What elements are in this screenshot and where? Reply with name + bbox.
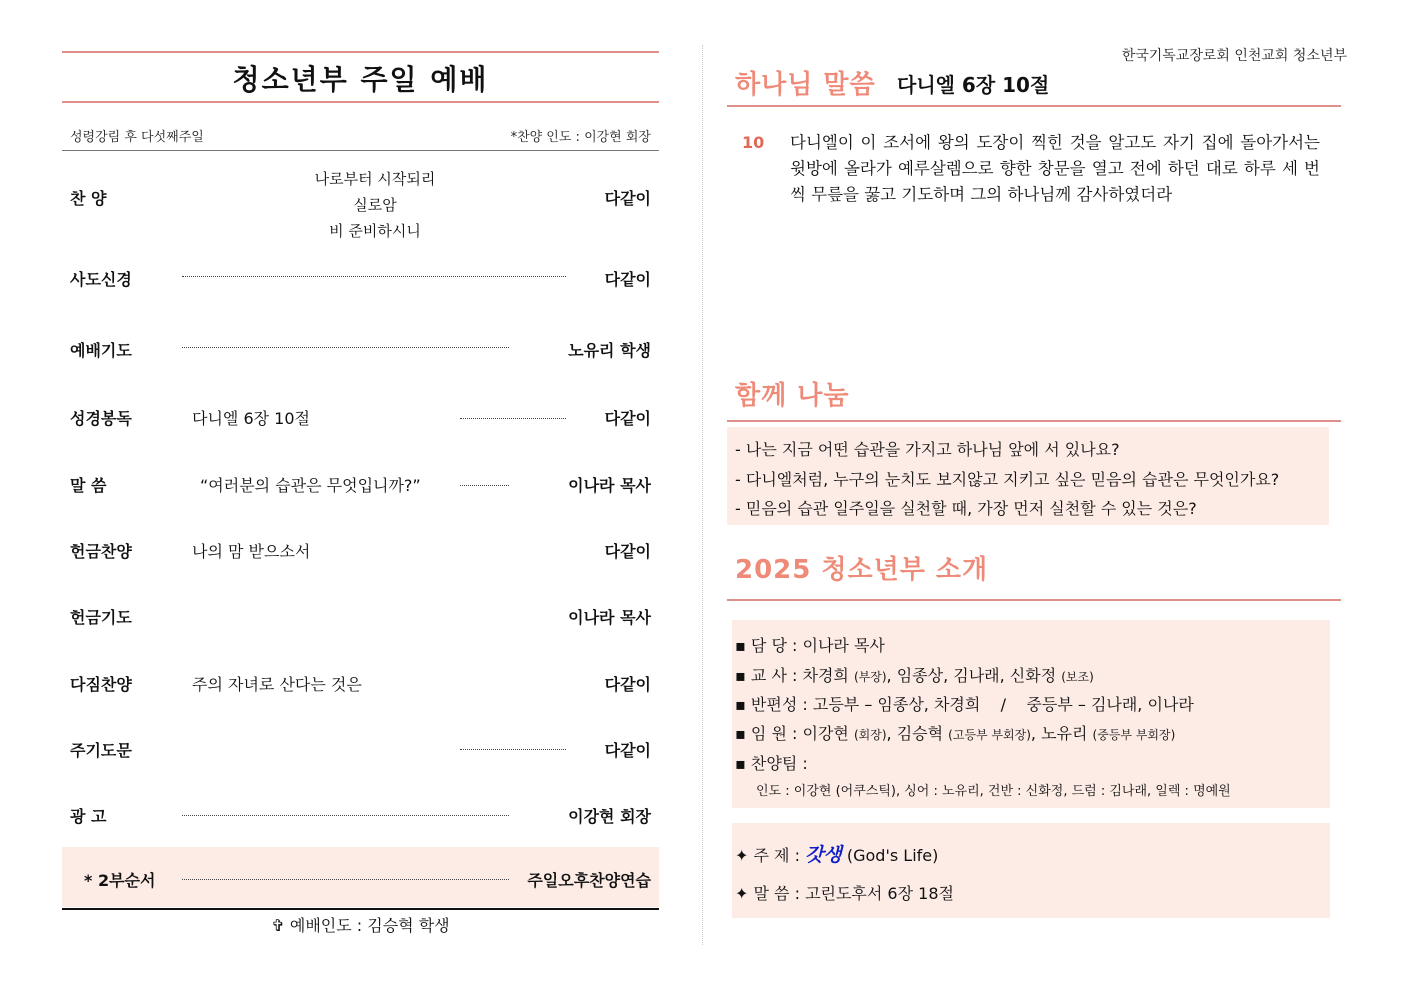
teacher-role: (보조) <box>1061 670 1094 684</box>
word-section-rule <box>727 105 1341 107</box>
title-bottom-rule <box>62 101 659 103</box>
second-part-value: 주일오후찬양연습 <box>527 871 651 890</box>
theme-line <box>735 840 938 867</box>
officer-name: , 노유리 <box>1030 724 1088 743</box>
staff-praise: ▪ 찬양팀 : <box>735 754 808 773</box>
leader-dots <box>460 418 566 419</box>
question-item: - 다니엘처럼, 누구의 눈치도 보지않고 지키고 싶은 믿음의 습관은 무엇인가요? <box>735 470 1280 489</box>
order-label: 예배기도 <box>70 341 132 360</box>
leader-dots <box>182 815 509 816</box>
officer-role: (회장) <box>853 728 887 742</box>
order-performer: 이나라 목사 <box>568 608 651 627</box>
word-reference: 다니엘 6장 10절 <box>897 73 1050 97</box>
staff-pastor-label: ▪ 담 당 : <box>735 636 803 655</box>
order-performer: 이강현 회장 <box>568 807 651 826</box>
staff-teachers-label: ▪ 교 사 : <box>735 666 803 685</box>
word-section-title: 하나님 말씀 <box>735 70 876 100</box>
order-performer: 다같이 <box>604 542 651 561</box>
leader-dots <box>182 276 566 277</box>
officer-name: , 김승혁 <box>886 724 944 743</box>
page-title: 청소년부 주일 예배 <box>232 63 489 96</box>
staff-teachers <box>735 663 1094 686</box>
sermon-title: “여러분의 습관은 무엇입니까?” <box>200 476 421 495</box>
order-label: 주기도문 <box>70 741 132 760</box>
share-section-rule <box>727 420 1341 422</box>
title-top-rule <box>62 51 659 53</box>
order-performer: 다같이 <box>604 675 651 694</box>
order-content: 나의 맘 받으소서 <box>192 542 311 561</box>
order-performer: 노유리 학생 <box>568 341 651 360</box>
hymn-label: 찬 양 <box>70 189 107 208</box>
teacher-role: (부장) <box>853 670 887 684</box>
order-performer: 다같이 <box>604 270 651 289</box>
header-rule <box>62 150 659 151</box>
staff-classes <box>735 692 1194 715</box>
hymn-song: 나로부터 시작되리 <box>314 170 436 188</box>
order-content: 다니엘 6장 10절 <box>192 409 310 428</box>
second-part-label: * 2부순서 <box>84 871 156 890</box>
hymn-song: 실로암 <box>353 196 397 214</box>
teacher-names: , 임종상, 김나래, 신화정 <box>886 666 1057 685</box>
question-item: - 믿음의 습관 일주일을 실천할 때, 가장 먼저 실천할 수 있는 것은? <box>735 499 1197 518</box>
church-name: 한국기독교장로회 인천교회 청소년부 <box>1121 48 1347 64</box>
theme-word: 갓생 <box>805 844 842 866</box>
order-label: 헌금찬양 <box>70 542 132 561</box>
hymn-song: 비 준비하시니 <box>329 222 421 240</box>
order-label: 사도신경 <box>70 270 132 289</box>
leader-dots <box>460 485 509 486</box>
officer-role: (고등부 부회장) <box>948 728 1031 742</box>
order-content: 주의 자녀로 산다는 것은 <box>192 675 362 694</box>
staff-classes-label: ▪ 반편성 : <box>735 695 813 714</box>
leader-dots <box>460 749 566 750</box>
worship-leader-footer: ✞ 예배인도 : 김승혁 학생 <box>271 916 450 935</box>
officer-name: 이강현 <box>802 724 849 743</box>
verse-number: 10 <box>742 133 765 152</box>
staff-officers-label: ▪ 임 원 : <box>735 724 803 743</box>
teacher-name: 차경희 <box>802 666 849 685</box>
staff-pastor <box>735 633 885 656</box>
theme-label: ✦ 주 제 : <box>735 846 806 865</box>
theme-verse-label: ✦ 말 씀 : <box>735 884 806 903</box>
theme-verse-value: 고린도후서 6장 18절 <box>805 884 954 903</box>
verse-text: 다니엘이 이 조서에 왕의 도장이 찍힌 것을 알고도 자기 집에 돌아가서는 윗방에 올라가 예루살렘으로 향한 창문을 열고 전에 하던 대로 하루 세 번씩 무릎을 꿇고 기도하며 그의 하나님께 감사하였더라 <box>790 133 1320 204</box>
theme-verse-line <box>735 881 954 904</box>
order-label: 광 고 <box>70 807 107 826</box>
staff-classes-value: 고등부 – 임종상, 차경희 / 중등부 – 김나래, 이나라 <box>812 695 1194 714</box>
order-performer: 이나라 목사 <box>568 476 651 495</box>
week-label: 성령강림 후 다섯째주일 <box>70 130 204 145</box>
leader-dots <box>182 347 509 348</box>
order-label: 성경봉독 <box>70 409 132 428</box>
hymn-list <box>250 166 500 244</box>
hymn-performer: 다같이 <box>604 189 651 208</box>
order-label: 말 씀 <box>70 476 107 495</box>
question-item: - 나는 지금 어떤 습관을 가지고 하나님 앞에 서 있나요? <box>735 440 1120 459</box>
order-label: 다짐찬양 <box>70 675 132 694</box>
officer-role: (중등부 부회장) <box>1092 728 1176 742</box>
staff-pastor-value: 이나라 목사 <box>802 636 885 655</box>
share-section-title: 함께 나눔 <box>735 381 850 411</box>
worship-lead-label: *찬양 인도 : 이강현 회장 <box>510 130 651 145</box>
intro-section-title: 2025 청소년부 소개 <box>735 555 989 585</box>
page-divider <box>702 45 703 945</box>
staff-officers <box>735 721 1175 744</box>
intro-section-rule <box>727 599 1341 601</box>
praise-team-detail: 인도 : 이강현 (어쿠스틱), 싱어 : 노유리, 건반 : 신화정, 드럼 : 김나래, 일렉 : 명예원 <box>756 784 1231 799</box>
leader-dots <box>182 879 509 880</box>
bottom-rule <box>62 908 659 910</box>
order-label: 헌금기도 <box>70 608 132 627</box>
order-performer: 다같이 <box>604 741 651 760</box>
order-performer: 다같이 <box>604 409 651 428</box>
theme-english: (God's Life) <box>841 846 939 865</box>
